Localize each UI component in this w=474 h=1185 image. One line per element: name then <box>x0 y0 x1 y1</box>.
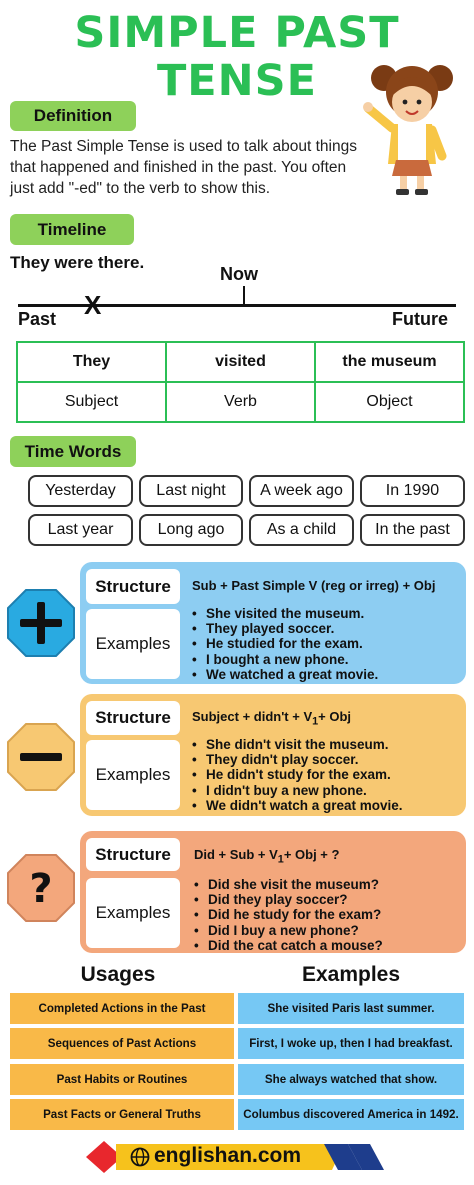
timeline-past-label: Past <box>18 309 57 329</box>
plus-icon <box>6 588 76 658</box>
time-word-chip: In the past <box>360 514 465 546</box>
svo-verb-cell: visited <box>166 342 315 382</box>
example-sentence: • He didn't study for the exam. <box>192 767 403 782</box>
affirmative-formula: Sub + Past Simple V (reg or irreg) + Obj <box>192 578 436 593</box>
example-sentence: • Did she visit the museum? <box>194 877 383 892</box>
negative-formula <box>192 709 351 728</box>
svo-table <box>16 341 465 423</box>
usage-cell: Past Facts or General Truths <box>10 1099 234 1130</box>
example-sentence: • She didn't visit the museum. <box>192 737 403 752</box>
usage-example-cell: First, I woke up, then I had breakfast. <box>238 1028 464 1059</box>
example-sentence: • Did they play soccer? <box>194 892 383 907</box>
negative-formula-end: + Obj <box>318 709 352 724</box>
site-name[interactable]: englishan.com <box>154 1144 302 1167</box>
svo-subject-cell: They <box>17 342 166 382</box>
girl-illustration <box>362 56 462 198</box>
affirmative-structure-label: Structure <box>86 569 180 604</box>
negative-formula-main: Subject + didn't + V <box>192 709 313 724</box>
example-sentence: • Did the cat catch a mouse? <box>194 938 383 953</box>
usage-cell: Sequences of Past Actions <box>10 1028 234 1059</box>
example-sentence: • They didn't play soccer. <box>192 752 403 767</box>
example-sentence: • She visited the museum. <box>192 606 378 621</box>
time-words-label: Time Words <box>10 436 136 467</box>
timeline-label: Timeline <box>10 214 134 245</box>
svo-verb-role: Verb <box>166 382 315 422</box>
timeline-future-label: Future <box>392 309 448 329</box>
svg-text:?: ? <box>29 866 53 912</box>
usage-example-cell: Columbus discovered America in 1492. <box>238 1099 464 1130</box>
example-sentence: • He studied for the exam. <box>192 636 378 651</box>
question-formula <box>194 847 339 866</box>
definition-label: Definition <box>10 101 136 131</box>
negative-formula-sub: 1 <box>312 715 319 728</box>
example-sentence: • We didn't watch a great movie. <box>192 798 403 813</box>
usage-examples-header: Examples <box>301 963 401 986</box>
example-sentence: • They played soccer. <box>192 621 378 636</box>
affirmative-examples-label: Examples <box>86 609 180 679</box>
time-word-chip: Yesterday <box>28 475 133 507</box>
page-title-line1: SIMPLE PAST <box>74 8 400 58</box>
svo-row-example <box>17 342 464 382</box>
timeline-now-label: Now <box>220 264 258 284</box>
timeline-now-tick <box>243 286 245 305</box>
globe-icon <box>130 1147 150 1167</box>
usages-header: Usages <box>80 963 156 986</box>
timeline-event-mark: X <box>84 290 102 320</box>
time-word-chip: In 1990 <box>360 475 465 507</box>
usage-cell: Completed Actions in the Past <box>10 993 234 1024</box>
svo-subject-role: Subject <box>17 382 166 422</box>
question-mark-icon <box>6 853 76 923</box>
question-formula-end: + Obj + ? <box>283 847 340 862</box>
timeline-sentence: They were there. <box>10 253 145 272</box>
question-formula-main: Did + Sub + V <box>194 847 278 862</box>
question-examples-label: Examples <box>86 878 180 948</box>
svo-object-cell: the museum <box>315 342 464 382</box>
question-examples-list <box>194 877 383 953</box>
page-title-line2: TENSE <box>156 56 318 106</box>
minus-icon <box>6 722 76 792</box>
time-word-chip: Last night <box>139 475 243 507</box>
svo-object-role: Object <box>315 382 464 422</box>
time-word-chip: Long ago <box>139 514 243 546</box>
usage-cell: Past Habits or Routines <box>10 1064 234 1095</box>
negative-examples-list <box>192 737 403 813</box>
time-word-chip: As a child <box>249 514 354 546</box>
usage-example-cell: She always watched that show. <box>238 1064 464 1095</box>
definition-text: The Past Simple Tense is used to talk about things that happened and finished in the past. You often just add "-ed" to the verb to show this. <box>10 138 357 197</box>
usage-example-cell: She visited Paris last summer. <box>238 993 464 1024</box>
example-sentence: • Did I buy a new phone? <box>194 923 383 938</box>
example-sentence: • We watched a great movie. <box>192 667 378 682</box>
example-sentence: • I bought a new phone. <box>192 652 378 667</box>
question-formula-sub: 1 <box>277 853 284 866</box>
time-word-chip: A week ago <box>249 475 354 507</box>
svo-row-roles <box>17 382 464 422</box>
negative-examples-label: Examples <box>86 740 180 810</box>
negative-structure-label: Structure <box>86 701 180 735</box>
affirmative-examples-list <box>192 606 378 682</box>
example-sentence: • Did he study for the exam? <box>194 907 383 922</box>
example-sentence: • I didn't buy a new phone. <box>192 783 403 798</box>
time-word-chip: Last year <box>28 514 133 546</box>
question-structure-label: Structure <box>86 838 180 871</box>
